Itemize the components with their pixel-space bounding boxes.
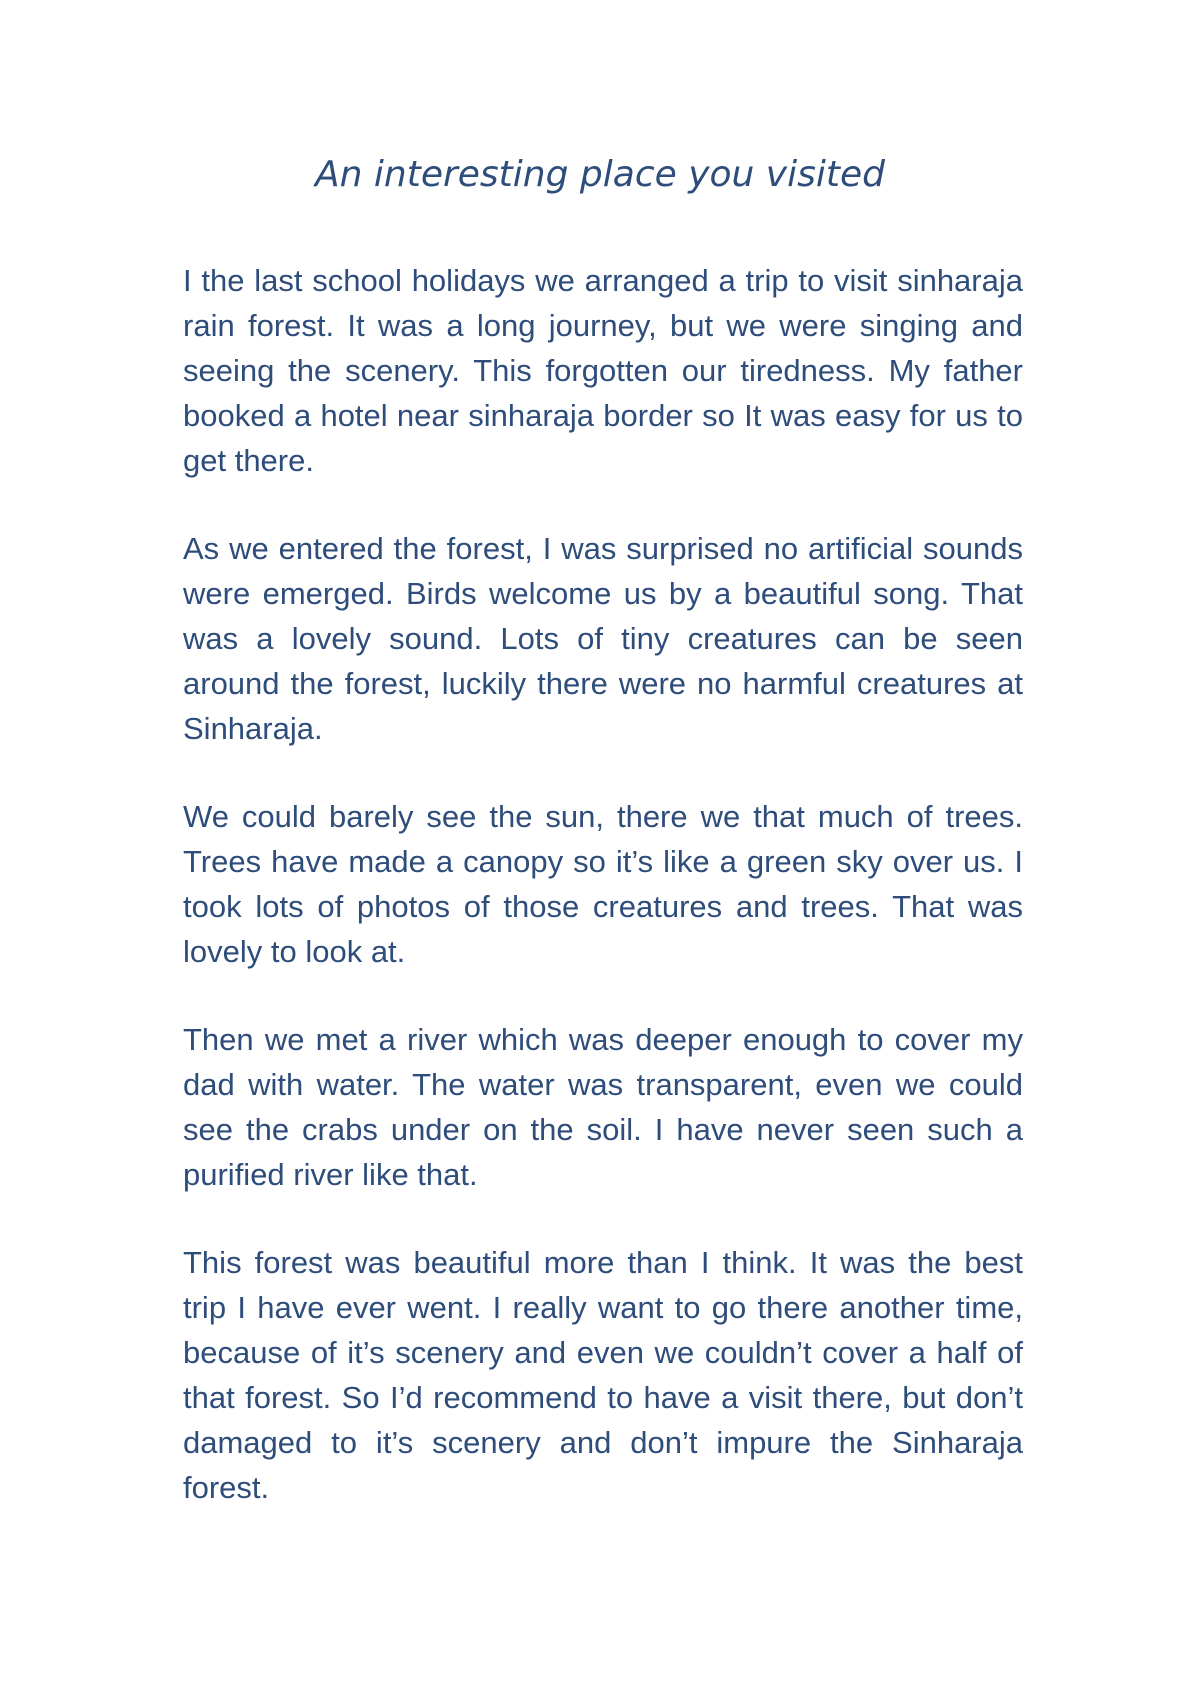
essay-body [183,258,1023,1553]
page-title: An interesting place you visited [315,154,885,195]
paragraph-5: This forest was beautiful more than I think. It was the best trip I have ever went. I really want to go there another time, because of it’s scenery and even we couldn’t cover a half of that forest. So I’d recommend to have a visit there, but don’t damaged to it’s scenery and don’t impure the Sinharaja forest. [183,1245,1023,1505]
paragraph-4: Then we met a river which was deeper enough to cover my dad with water. The water was transparent, even we could see the crabs under on the soil. I have never seen such a purified river like that. [183,1022,1023,1192]
paragraph-2: As we entered the forest, I was surprised no artificial sounds were emerged. Birds welcome us by a beautiful song. That was a lovely sound. Lots of tiny creatures can be seen around the forest, luckily there were no harmful creatures at Sinharaja. [183,531,1023,746]
paragraph-3: We could barely see the sun, there we that much of trees. Trees have made a canopy so it’s like a green sky over us. I took lots of photos of those creatures and trees. That was lovely to look at. [183,799,1023,969]
paragraph-1: I the last school holidays we arranged a trip to visit sinharaja rain forest. It was a long journey, but we were singing and seeing the scenery. This forgotten our tiredness. My father booked a hotel near sinharaja border so It was easy for us to get there. [183,263,1023,478]
